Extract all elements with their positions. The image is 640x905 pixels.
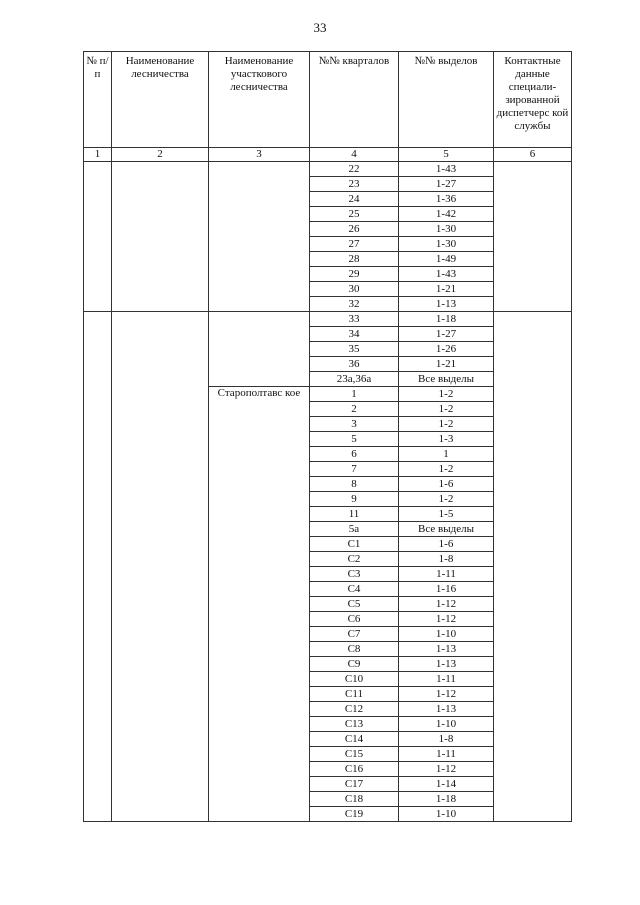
- allotment-range: Все выделы: [399, 522, 494, 537]
- empty-number-cell: [84, 312, 112, 822]
- quarter-number: 7: [310, 462, 399, 477]
- quarter-number: С9: [310, 657, 399, 672]
- quarter-number: С16: [310, 762, 399, 777]
- allotment-range: 1-2: [399, 402, 494, 417]
- allotment-range: 1-11: [399, 567, 494, 582]
- allotment-range: 1-42: [399, 207, 494, 222]
- quarter-number: С2: [310, 552, 399, 567]
- column-number: 6: [494, 148, 572, 162]
- quarter-number: С8: [310, 642, 399, 657]
- quarter-number: 3: [310, 417, 399, 432]
- allotment-range: 1-10: [399, 627, 494, 642]
- column-number: 5: [399, 148, 494, 162]
- quarter-number: С1: [310, 537, 399, 552]
- allotment-range: 1-11: [399, 672, 494, 687]
- allotment-range: 1-18: [399, 312, 494, 327]
- allotment-range: 1-30: [399, 237, 494, 252]
- empty-forestry-cell: [112, 162, 209, 312]
- allotment-range: 1-12: [399, 762, 494, 777]
- quarter-number: С17: [310, 777, 399, 792]
- allotment-range: 1-21: [399, 282, 494, 297]
- quarter-number: 32: [310, 297, 399, 312]
- quarter-number: 29: [310, 267, 399, 282]
- quarter-number: 35: [310, 342, 399, 357]
- quarter-number: С5: [310, 597, 399, 612]
- allotment-range: 1-26: [399, 342, 494, 357]
- quarter-number: 26: [310, 222, 399, 237]
- quarter-number: С4: [310, 582, 399, 597]
- header-quarters: №№ кварталов: [310, 52, 399, 148]
- table-row: [84, 162, 572, 177]
- quarter-number: С19: [310, 807, 399, 822]
- allotment-range: 1-43: [399, 267, 494, 282]
- allotment-range: 1-6: [399, 537, 494, 552]
- quarter-number: 6: [310, 447, 399, 462]
- column-number: 4: [310, 148, 399, 162]
- allotment-range: 1-14: [399, 777, 494, 792]
- allotment-range: Все выделы: [399, 372, 494, 387]
- column-number: 2: [112, 148, 209, 162]
- allotment-range: 1-10: [399, 807, 494, 822]
- empty-district-cell: [209, 312, 310, 387]
- allotment-range: 1-11: [399, 747, 494, 762]
- allotment-range: 1-27: [399, 327, 494, 342]
- quarter-number: С10: [310, 672, 399, 687]
- quarter-number: С7: [310, 627, 399, 642]
- allotment-range: 1-3: [399, 432, 494, 447]
- quarter-number: 27: [310, 237, 399, 252]
- column-number: 1: [84, 148, 112, 162]
- allotment-range: 1-18: [399, 792, 494, 807]
- allotment-range: 1-2: [399, 417, 494, 432]
- header-allotments: №№ выделов: [399, 52, 494, 148]
- quarter-number: 9: [310, 492, 399, 507]
- allotment-range: 1-21: [399, 357, 494, 372]
- quarter-number: 33: [310, 312, 399, 327]
- quarter-number: 23а,36а: [310, 372, 399, 387]
- quarter-number: 25: [310, 207, 399, 222]
- allotment-range: 1-13: [399, 702, 494, 717]
- allotment-range: 1-8: [399, 732, 494, 747]
- header-number: № п/п: [84, 52, 112, 148]
- quarter-number: 30: [310, 282, 399, 297]
- quarter-number: 23: [310, 177, 399, 192]
- row-group-2: [84, 312, 572, 822]
- quarter-number: 11: [310, 507, 399, 522]
- quarter-number: С3: [310, 567, 399, 582]
- quarter-number: 34: [310, 327, 399, 342]
- allotment-range: 1-2: [399, 387, 494, 402]
- allotment-range: 1-5: [399, 507, 494, 522]
- quarter-number: С14: [310, 732, 399, 747]
- quarter-number: С6: [310, 612, 399, 627]
- empty-district-cell: [209, 162, 310, 312]
- column-number-row: [84, 148, 572, 162]
- quarter-number: С13: [310, 717, 399, 732]
- allotment-range: 1-2: [399, 492, 494, 507]
- quarter-number: С12: [310, 702, 399, 717]
- forestry-table: [83, 51, 572, 822]
- row-group-1: [84, 162, 572, 312]
- quarter-number: 5а: [310, 522, 399, 537]
- allotment-range: 1: [399, 447, 494, 462]
- allotment-range: 1-8: [399, 552, 494, 567]
- empty-number-cell: [84, 162, 112, 312]
- header-forestry: Наименование лесничества: [112, 52, 209, 148]
- quarter-number: 2: [310, 402, 399, 417]
- allotment-range: 1-13: [399, 642, 494, 657]
- allotment-range: 1-12: [399, 597, 494, 612]
- quarter-number: 36: [310, 357, 399, 372]
- quarter-number: 24: [310, 192, 399, 207]
- quarter-number: С18: [310, 792, 399, 807]
- header-row: [84, 52, 572, 148]
- quarter-number: 8: [310, 477, 399, 492]
- allotment-range: 1-49: [399, 252, 494, 267]
- empty-contacts-cell: [494, 312, 572, 822]
- allotment-range: 1-12: [399, 687, 494, 702]
- allotment-range: 1-12: [399, 612, 494, 627]
- header-contacts: Контактные данные специали-зированной диспетчерс кой службы: [494, 52, 572, 148]
- table-row: [84, 312, 572, 327]
- allotment-range: 1-43: [399, 162, 494, 177]
- empty-contacts-cell: [494, 162, 572, 312]
- quarter-number: С11: [310, 687, 399, 702]
- allotment-range: 1-13: [399, 657, 494, 672]
- quarter-number: 22: [310, 162, 399, 177]
- quarter-number: 1: [310, 387, 399, 402]
- allotment-range: 1-6: [399, 477, 494, 492]
- district-forestry-name: Старополтавс кое: [209, 387, 310, 822]
- allotment-range: 1-27: [399, 177, 494, 192]
- allotment-range: 1-13: [399, 297, 494, 312]
- page-number: 33: [313, 20, 327, 35]
- empty-forestry-cell: [112, 312, 209, 822]
- allotment-range: 1-30: [399, 222, 494, 237]
- quarter-number: 5: [310, 432, 399, 447]
- quarter-number: С15: [310, 747, 399, 762]
- column-number: 3: [209, 148, 310, 162]
- allotment-range: 1-36: [399, 192, 494, 207]
- header-district-forestry: Наименование участкового лесничества: [209, 52, 310, 148]
- allotment-range: 1-2: [399, 462, 494, 477]
- allotment-range: 1-10: [399, 717, 494, 732]
- quarter-number: 28: [310, 252, 399, 267]
- allotment-range: 1-16: [399, 582, 494, 597]
